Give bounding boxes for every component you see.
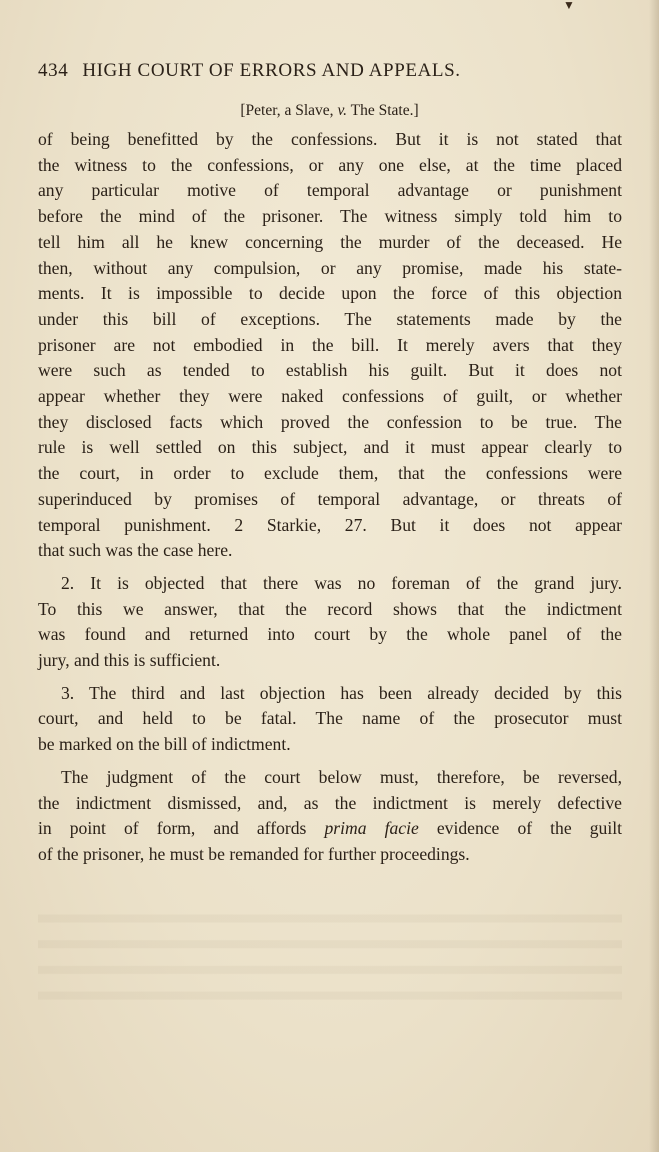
text-line: of the prisoner, he must be remanded for further proceedings. bbox=[38, 843, 470, 864]
ribbon-mark-icon: ▼ bbox=[563, 0, 575, 12]
text-line: the court, in order to exclude them, that the confessions were bbox=[38, 463, 622, 484]
text-line: The judgment of the court below must, therefore, be reversed, bbox=[61, 766, 622, 787]
text-line: under this bill of exceptions. The statements made by the bbox=[38, 308, 622, 329]
italic-phrase: prima facie bbox=[324, 818, 419, 839]
text-line: rule is well settled on this subject, and it must appear clearly to bbox=[38, 437, 622, 458]
page-edge-shadow bbox=[649, 0, 659, 1152]
text-line: court, and held to be fatal. The name of the prosecutor must bbox=[38, 708, 622, 729]
running-header bbox=[38, 60, 623, 82]
text-line: tell him all he knew concerning the murder of the deceased. He bbox=[38, 231, 622, 252]
text-line: 2. It is objected that there was no foreman of the grand jury. bbox=[61, 572, 622, 593]
running-title: HIGH COURT OF ERRORS AND APPEALS. bbox=[82, 60, 461, 81]
caption-party-a: Peter, a Slave, bbox=[245, 102, 338, 119]
text-line: ments. It is impossible to decide upon the force of this objection bbox=[38, 283, 622, 304]
text-segment: in point of form, and affords bbox=[38, 818, 325, 839]
text-line: appear whether they were naked confessions of guilt, or whether bbox=[38, 386, 622, 407]
text-line: of being benefitted by the confessions. But it is not stated that bbox=[38, 129, 622, 149]
text-line: that such was the case here. bbox=[38, 540, 233, 561]
text-line: they disclosed facts which proved the confession to be true. The bbox=[38, 411, 622, 432]
text-line: the witness to the confessions, or any one else, at the time placed bbox=[38, 154, 622, 175]
case-caption bbox=[0, 102, 659, 120]
text-line: were such as tended to establish his guilt. But it does not bbox=[38, 360, 622, 381]
text-line: superinduced by promises of temporal advantage, or threats of bbox=[38, 488, 622, 509]
caption-open-bracket: [ bbox=[240, 102, 246, 119]
text-line: was found and returned into court by the whole panel of the bbox=[38, 624, 622, 645]
show-through-texture bbox=[38, 900, 622, 1010]
text-line-with-italic bbox=[38, 816, 622, 842]
caption-close-bracket: ] bbox=[413, 102, 419, 119]
page-number: 434 bbox=[38, 60, 69, 81]
caption-party-b: The State. bbox=[347, 102, 414, 119]
text-line: be marked on the bill of indictment. bbox=[38, 734, 291, 755]
text-line: temporal punishment. 2 Starkie, 27. But it does not appear bbox=[38, 514, 622, 535]
text-line: any particular motive of temporal advantage or punishment bbox=[38, 180, 622, 201]
text-line: prisoner are not embodied in the bill. It merely avers that they bbox=[38, 334, 622, 355]
text-segment: evidence of the guilt bbox=[418, 818, 622, 839]
opinion-text bbox=[38, 127, 622, 868]
caption-versus: v. bbox=[337, 102, 348, 119]
text-line: before the mind of the prisoner. The witness simply told him to bbox=[38, 206, 622, 227]
text-line: the indictment dismissed, and, as the indictment is merely defective bbox=[38, 792, 622, 813]
text-line: jury, and this is sufficient. bbox=[38, 650, 221, 671]
text-line: To this we answer, that the record shows that the indictment bbox=[38, 598, 622, 619]
text-line: 3. The third and last objection has been already decided by this bbox=[61, 682, 622, 703]
text-line: then, without any compulsion, or any promise, made his state- bbox=[38, 257, 622, 278]
